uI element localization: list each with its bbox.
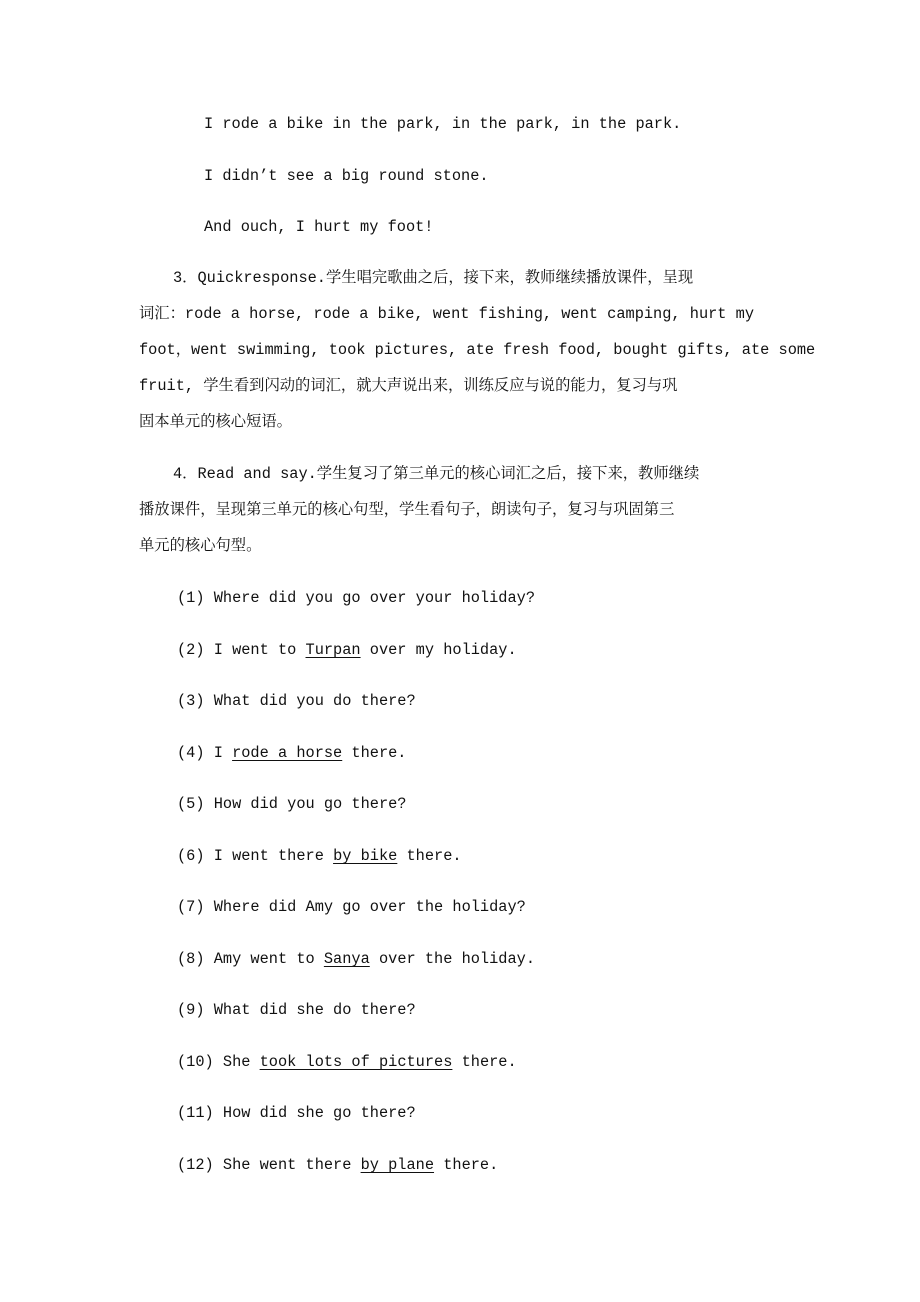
sentence-text: (7) Where did Amy go over the holiday? (177, 898, 526, 916)
sentence-text: over my holiday. (360, 641, 517, 659)
sentence-item (177, 588, 535, 608)
sentence-text: (10) She (177, 1053, 260, 1071)
sentence-text: (6) I went there (177, 847, 334, 865)
paragraph-3-line: 3．Quickresponse.学生唱完歌曲之后，接下来，教师继续播放课件，呈现 (173, 269, 694, 287)
underlined-phrase: took lots of pictures (259, 1053, 453, 1071)
song-line: And ouch, I hurt my foot! (204, 218, 434, 236)
paragraph-4-line: 单元的核心句型。 (139, 537, 262, 555)
paragraph-4-line: 播放课件，呈现第三单元的核心句型，学生看句子，朗读句子，复习与巩固第三 (139, 501, 675, 519)
song-line: I didn’t see a big round stone. (204, 167, 489, 185)
sentence-item (177, 691, 416, 711)
sentence-item (177, 794, 407, 814)
sentence-text: there. (452, 1053, 517, 1071)
sentence-text: (3) What did you do there? (177, 692, 416, 710)
sentence-text: there. (434, 1156, 499, 1174)
sentence-text: (4) I (177, 744, 233, 762)
paragraph-3-line: 词汇：rode a horse, rode a bike, went fishing, went camping, hurt my (139, 305, 755, 323)
sentence-text: (1) Where did you go over your holiday? (177, 589, 536, 607)
sentence-item (177, 1000, 416, 1020)
sentence-text: over the holiday. (369, 950, 536, 968)
underlined-phrase: rode a horse (232, 744, 343, 762)
sentence-text: (12) She went there (177, 1156, 361, 1174)
paragraph-3-line: fruit, 学生看到闪动的词汇，就大声说出来，训练反应与说的能力，复习与巩 (139, 377, 678, 395)
sentence-text: there. (342, 744, 407, 762)
paragraph-3-line: 固本单元的核心短语。 (139, 413, 292, 431)
sentence-item (177, 1103, 416, 1123)
sentence-text: (8) Amy went to (177, 950, 324, 968)
sentence-text: (5) How did you go there? (177, 795, 407, 813)
song-line: I rode a bike in the park, in the park, in the park. (204, 115, 682, 133)
sentence-item (177, 897, 526, 917)
sentence-text: (11) How did she go there? (177, 1104, 416, 1122)
underlined-phrase: by bike (333, 847, 398, 865)
underlined-phrase: Turpan (305, 641, 361, 659)
sentence-text: (9) What did she do there? (177, 1001, 416, 1019)
sentence-item (177, 949, 535, 969)
sentence-item (177, 1155, 498, 1175)
sentence-item (177, 743, 407, 763)
sentence-item (177, 846, 462, 866)
paragraph-4-line: 4．Read and say.学生复习了第三单元的核心词汇之后，接下来，教师继续 (173, 465, 700, 483)
underlined-phrase: by plane (360, 1156, 435, 1174)
sentence-item (177, 640, 517, 660)
sentence-text: there. (397, 847, 462, 865)
paragraph-3-line: foot，went swimming, took pictures, ate fresh food, bought gifts, ate some (139, 341, 816, 359)
underlined-phrase: Sanya (323, 950, 370, 968)
sentence-item (177, 1052, 517, 1072)
sentence-text: (2) I went to (177, 641, 306, 659)
